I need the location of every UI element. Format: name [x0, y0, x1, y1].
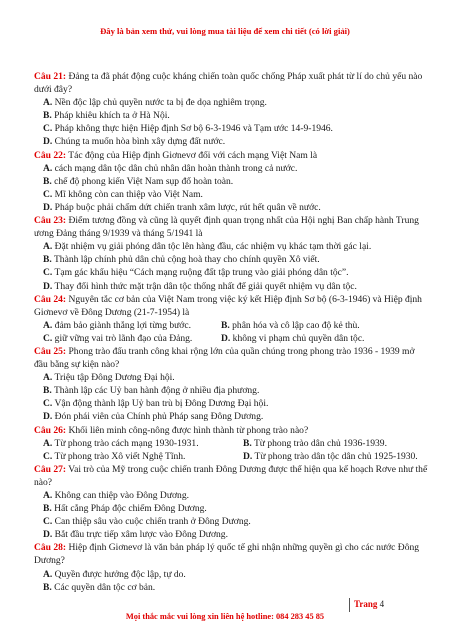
option-letter: D.	[43, 136, 53, 148]
option-letter: A.	[43, 568, 53, 580]
option-letter: C.	[43, 398, 53, 410]
option-text: Vận động thành lập Uỷ ban trù bị Đông Dương Đại hội.	[52, 398, 269, 410]
question-number: Câu 27:	[34, 463, 67, 475]
question-list	[34, 70, 429, 594]
answer-option	[221, 332, 364, 345]
option-text: Pháp không thực hiện Hiệp định Sơ bộ 6-3-1946 và Tạm ước 14-9-1946.	[52, 123, 333, 135]
question-text: Tác động của Hiệp định Giơnevơ đối với cách mạng Việt Nam là	[66, 149, 318, 161]
answer-option	[43, 371, 429, 384]
question-stem	[34, 541, 429, 567]
option-letter: A.	[43, 490, 53, 501]
answer-option	[43, 384, 429, 397]
footer-divider	[349, 598, 350, 612]
option-letter: B.	[43, 581, 52, 593]
answer-option	[43, 201, 429, 214]
option-text: Thành lập chính phủ dân chủ cộng hoà thay cho chính quyền Xô viết.	[51, 254, 320, 266]
answer-option	[43, 240, 429, 253]
answer-option	[43, 96, 429, 109]
option-letter: B.	[243, 437, 252, 449]
option-letter: B.	[43, 175, 52, 187]
option-text: giữ vững vai trò lãnh đạo của Đảng.	[52, 332, 193, 344]
question-number: Câu 23:	[34, 215, 67, 227]
option-letter: C.	[43, 123, 53, 135]
option-letter: C.	[43, 332, 53, 344]
option-text: Pháp buộc phải chấm dứt chiến tranh xâm lược, rút hết quân về nước.	[52, 201, 321, 213]
answer-option	[43, 581, 429, 594]
answer-option	[43, 319, 221, 332]
option-letter: C.	[43, 450, 53, 462]
option-letter: A.	[43, 437, 53, 449]
option-letter: B.	[43, 503, 52, 515]
option-text: Từ phong trào cách mạng 1930-1931.	[52, 437, 199, 449]
answer-option	[43, 502, 429, 515]
answer-option	[221, 319, 360, 332]
option-letter: D.	[43, 411, 53, 423]
question-number: Câu 25:	[34, 345, 67, 357]
question-text: Đảng ta đã phát động cuộc kháng chiến toàn quốc chống Pháp xuất phát từ lí do chủ yếu nào dưới đây?	[34, 71, 423, 96]
question-number: Câu 22:	[34, 149, 67, 161]
question-number: Câu 26:	[34, 424, 67, 436]
answer-option	[43, 162, 429, 175]
question-number: Câu 21:	[34, 71, 67, 82]
question-text: Phong trào đấu tranh công khai rộng lớn của quần chúng trong phong trào 1936 - 1939 mở đầu bằng sự kiện nào?	[34, 345, 415, 371]
option-letter: B.	[43, 385, 52, 397]
option-text: Pháp khiêu khích ta ở Hà Nội.	[51, 110, 170, 122]
option-text: Bắt đầu trực tiếp xâm lược vào Đông Dương.	[52, 529, 228, 541]
option-letter: B.	[43, 110, 52, 122]
option-letter: C.	[43, 267, 53, 279]
answer-option	[43, 175, 429, 188]
option-text: đảm bảo giành thắng lợi từng bước.	[52, 319, 191, 331]
answer-option	[43, 568, 429, 581]
option-text: Nền độc lập chủ quyền nước ta bị đe dọa nghiêm trọng.	[52, 97, 267, 109]
option-text: chế độ phong kiến Việt Nam sụp đổ hoàn toàn.	[51, 175, 234, 187]
answer-option	[43, 410, 429, 423]
answer-option-row	[43, 319, 429, 332]
question-stem	[34, 70, 429, 96]
option-text: Triệu tập Đông Dương Đại hội.	[52, 372, 175, 384]
option-letter: A.	[43, 372, 53, 384]
option-letter: D.	[243, 450, 253, 462]
option-letter: B.	[43, 254, 52, 266]
answer-option	[43, 266, 429, 279]
option-text: Đặt nhiệm vụ giải phóng dân tộc lên hàng đầu, các nhiệm vụ khác tạm thời gác lại.	[52, 241, 372, 253]
option-letter: D.	[43, 280, 53, 292]
answer-option	[43, 437, 243, 450]
page-number-value: 4	[379, 599, 385, 609]
preview-notice: Đây là bản xem thử, vui lòng mua tài liệu để xem chi tiết (có lời giải)	[100, 26, 350, 36]
answer-option-row	[43, 437, 429, 450]
question-text: Khối liên minh công-nông được hình thành từ phong trào nào?	[66, 424, 309, 436]
question-number: Câu 28:	[34, 542, 67, 554]
option-text: không vi phạm chủ quyền dân tộc.	[230, 332, 365, 344]
answer-option	[43, 489, 429, 502]
answer-option	[43, 515, 429, 528]
question-stem	[34, 214, 429, 240]
page-label: Trang	[354, 599, 378, 609]
option-letter: C.	[43, 188, 53, 200]
answer-option	[43, 450, 243, 463]
question-stem	[34, 463, 429, 489]
answer-option-row	[43, 332, 429, 345]
question-text: Vai trò của Mỹ trong cuộc chiến tranh Đông Dương được thể hiện qua kế hoạch Rơve như thế nào?	[34, 463, 428, 488]
option-letter: D.	[43, 529, 53, 541]
option-letter: D.	[43, 201, 53, 213]
option-letter: A.	[43, 162, 53, 174]
answer-option	[243, 450, 418, 463]
option-text: Đón phái viên của Chính phủ Pháp sang Đông Dương.	[52, 411, 264, 423]
question-text: Nguyên tắc cơ bản của Việt Nam trong việc ký kết Hiệp định Sơ bộ (6-3-1946) và Hiệp định Giơnevơ về Đông Dương (21-7-1954) là	[34, 293, 422, 318]
option-letter: D.	[221, 332, 231, 344]
option-text: Các quyền dân tộc cơ bản.	[51, 581, 156, 593]
option-text: Từ phong trào dân chủ 1936-1939.	[251, 437, 387, 449]
option-text: Thay đổi hình thức mặt trận dân tộc thống nhất để giải quyết nhiệm vụ dân tộc.	[52, 280, 357, 292]
hotline-text: Mọi thắc mắc vui lòng xin liên hệ hotline: 084 283 45 85	[125, 612, 325, 621]
answer-option	[43, 280, 429, 293]
question-stem	[34, 149, 429, 162]
option-text: phân hóa và cô lập cao độ kẻ thù.	[229, 319, 360, 331]
option-text: Chúng ta muốn hòa bình xây dựng đất nước.	[52, 136, 226, 148]
option-text: Từ phong trào dân tộc dân chủ 1925-1930.	[252, 450, 418, 462]
option-letter: B.	[221, 319, 230, 331]
answer-option	[43, 253, 429, 266]
option-text: Hất cẳng Pháp độc chiếm Đông Dương.	[51, 503, 207, 515]
option-letter: A.	[43, 97, 53, 109]
option-text: Không can thiệp vào Đông Dương.	[52, 490, 189, 501]
question-text: Điểm tương đồng và cũng là quyết định quan trọng nhất của Hội nghị Ban chấp hành Trung ương Đảng tháng 9/1939 và tháng 5/1941 là	[34, 215, 419, 240]
answer-option	[43, 397, 429, 410]
option-text: cách mạng dân tộc dân chủ nhân dân hoàn thành trong cả nước.	[52, 162, 298, 174]
option-text: Mĩ không còn can thiệp vào Việt Nam.	[52, 188, 203, 200]
question-text: Hiệp định Giơnevơ là văn bản pháp lý quốc tế ghi nhận những quyền gì cho các nước Đông Dương?	[34, 542, 420, 567]
option-text: Thành lập các Uỷ ban hành động ở nhiều địa phương.	[51, 385, 260, 397]
answer-option	[43, 135, 429, 148]
answer-option	[243, 437, 387, 450]
answer-option	[43, 528, 429, 541]
option-text: Từ phong trào Xô viết Nghệ Tĩnh.	[52, 450, 186, 462]
question-stem	[34, 293, 429, 319]
option-letter: C.	[43, 516, 53, 528]
answer-option	[43, 122, 429, 135]
answer-option	[43, 188, 429, 201]
answer-option-row	[43, 450, 429, 463]
question-number: Câu 24:	[34, 293, 67, 305]
option-text: Quyền được hưởng độc lập, tự do.	[52, 568, 186, 580]
option-text: Tạm gác khẩu hiệu “Cách mạng ruộng đất tập trung vào giải phóng dân tộc”.	[52, 267, 349, 279]
answer-option	[43, 109, 429, 122]
answer-option	[43, 332, 221, 345]
option-letter: A.	[43, 319, 53, 331]
option-text: Can thiệp sâu vào cuộc chiến tranh ở Đông Dương.	[52, 516, 251, 528]
question-stem	[34, 345, 429, 371]
question-stem	[34, 424, 429, 437]
option-letter: A.	[43, 241, 53, 253]
page-number	[354, 599, 384, 609]
